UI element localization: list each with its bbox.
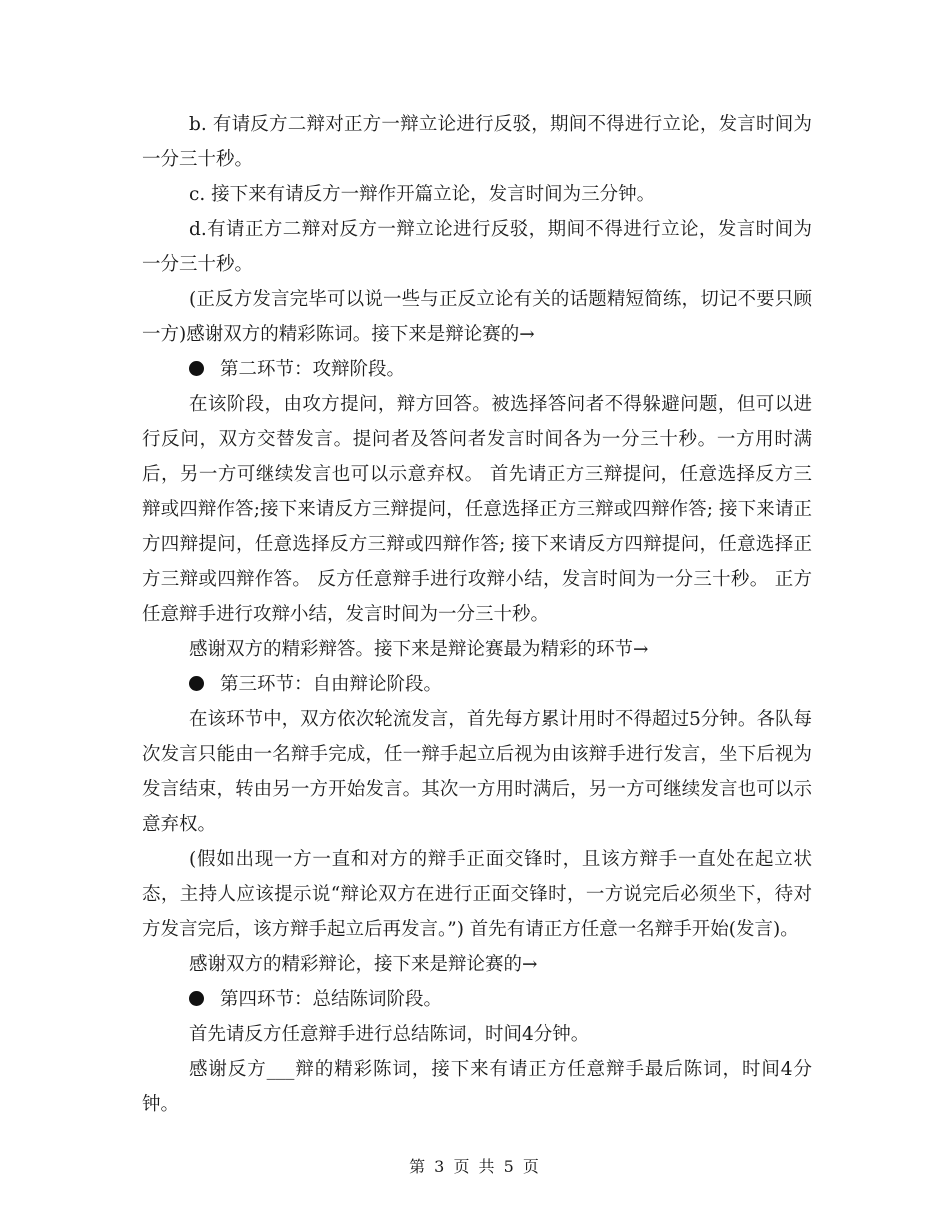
paragraph: 感谢双方的精彩辩答。接下来是辩论赛最为精彩的环节→ bbox=[189, 639, 649, 660]
section-heading bbox=[142, 982, 812, 1017]
bullet-icon bbox=[189, 991, 204, 1006]
paragraph: c. 接下来有请反方一辩作开篇立论，发言时间为三分钟。 bbox=[189, 184, 656, 205]
document-body bbox=[142, 107, 812, 1122]
section-heading-text: 第四环节：总结陈词阶段。 bbox=[220, 989, 443, 1010]
paragraph: 在该环节中，双方依次轮流发言，首先每方累计用时不得超过5分钟。各队每次发言只能由一名辩手完成，任一辩手起立后视为由该辩手进行发言，坐下后视为发言结束，转由另一方开始发言。其次一方用时满后，另一方可继续发言也可以示意弃权。 bbox=[142, 709, 812, 835]
bullet-icon bbox=[189, 676, 204, 691]
section-heading bbox=[142, 667, 812, 702]
bullet-icon bbox=[189, 361, 204, 376]
paragraph: 在该阶段，由攻方提问，辩方回答。被选择答问者不得躲避问题，但可以进行反问，双方交替发言。提问者及答问者发言时间各为一分三十秒。一方用时满后，另一方可继续发言也可以示意弃权。 首先请正方三辩提问，任意选择反方三辩或四辩作答;接下来请反方三辩提问，任意选择正方三辩或四辩作答; 接下来请正方四辩提问，任意选择反方三辩或四辩作答; 接下来请反方四辩提问，任意选择正方三辩或四辩作答。 反方任意辩手进行攻辩小结，发言时间为一分三十秒。 正方任意辩手进行攻辩小结，发言时间为一分三十秒。 bbox=[142, 394, 812, 625]
paragraph: 感谢双方的精彩辩论，接下来是辩论赛的→ bbox=[189, 954, 538, 975]
paragraph: (假如出现一方一直和对方的辩手正面交锋时，且该方辩手一直处在起立状态，主持人应该提示说“辩论双方在进行正面交锋时，一方说完后必须坐下，待对方发言完后，该方辩手起立后再发言。”) 首先有请正方任意一名辩手开始(发言)。 bbox=[142, 849, 812, 940]
section-heading-text: 第三环节：自由辩论阶段。 bbox=[220, 674, 443, 695]
paragraph: 首先请反方任意辩手进行总结陈词，时间4分钟。 bbox=[189, 1024, 590, 1045]
paragraph: (正反方发言完毕可以说一些与正反立论有关的话题精短简练，切记不要只顾一方)感谢双方的精彩陈词。接下来是辩论赛的→ bbox=[142, 289, 812, 345]
paragraph: b. 有请反方二辩对正方一辩立论进行反驳，期间不得进行立论，发言时间为一分三十秒。 bbox=[142, 114, 812, 170]
page-number: 第 3 页 共 5 页 bbox=[409, 1157, 541, 1176]
paragraph: 感谢反方___辩的精彩陈词，接下来有请正方任意辩手最后陈词，时间4分钟。 bbox=[142, 1059, 812, 1115]
section-heading bbox=[142, 352, 812, 387]
section-heading-text: 第二环节：攻辩阶段。 bbox=[220, 359, 406, 380]
paragraph: d.有请正方二辩对反方一辩立论进行反驳，期间不得进行立论，发言时间为一分三十秒。 bbox=[142, 219, 812, 275]
